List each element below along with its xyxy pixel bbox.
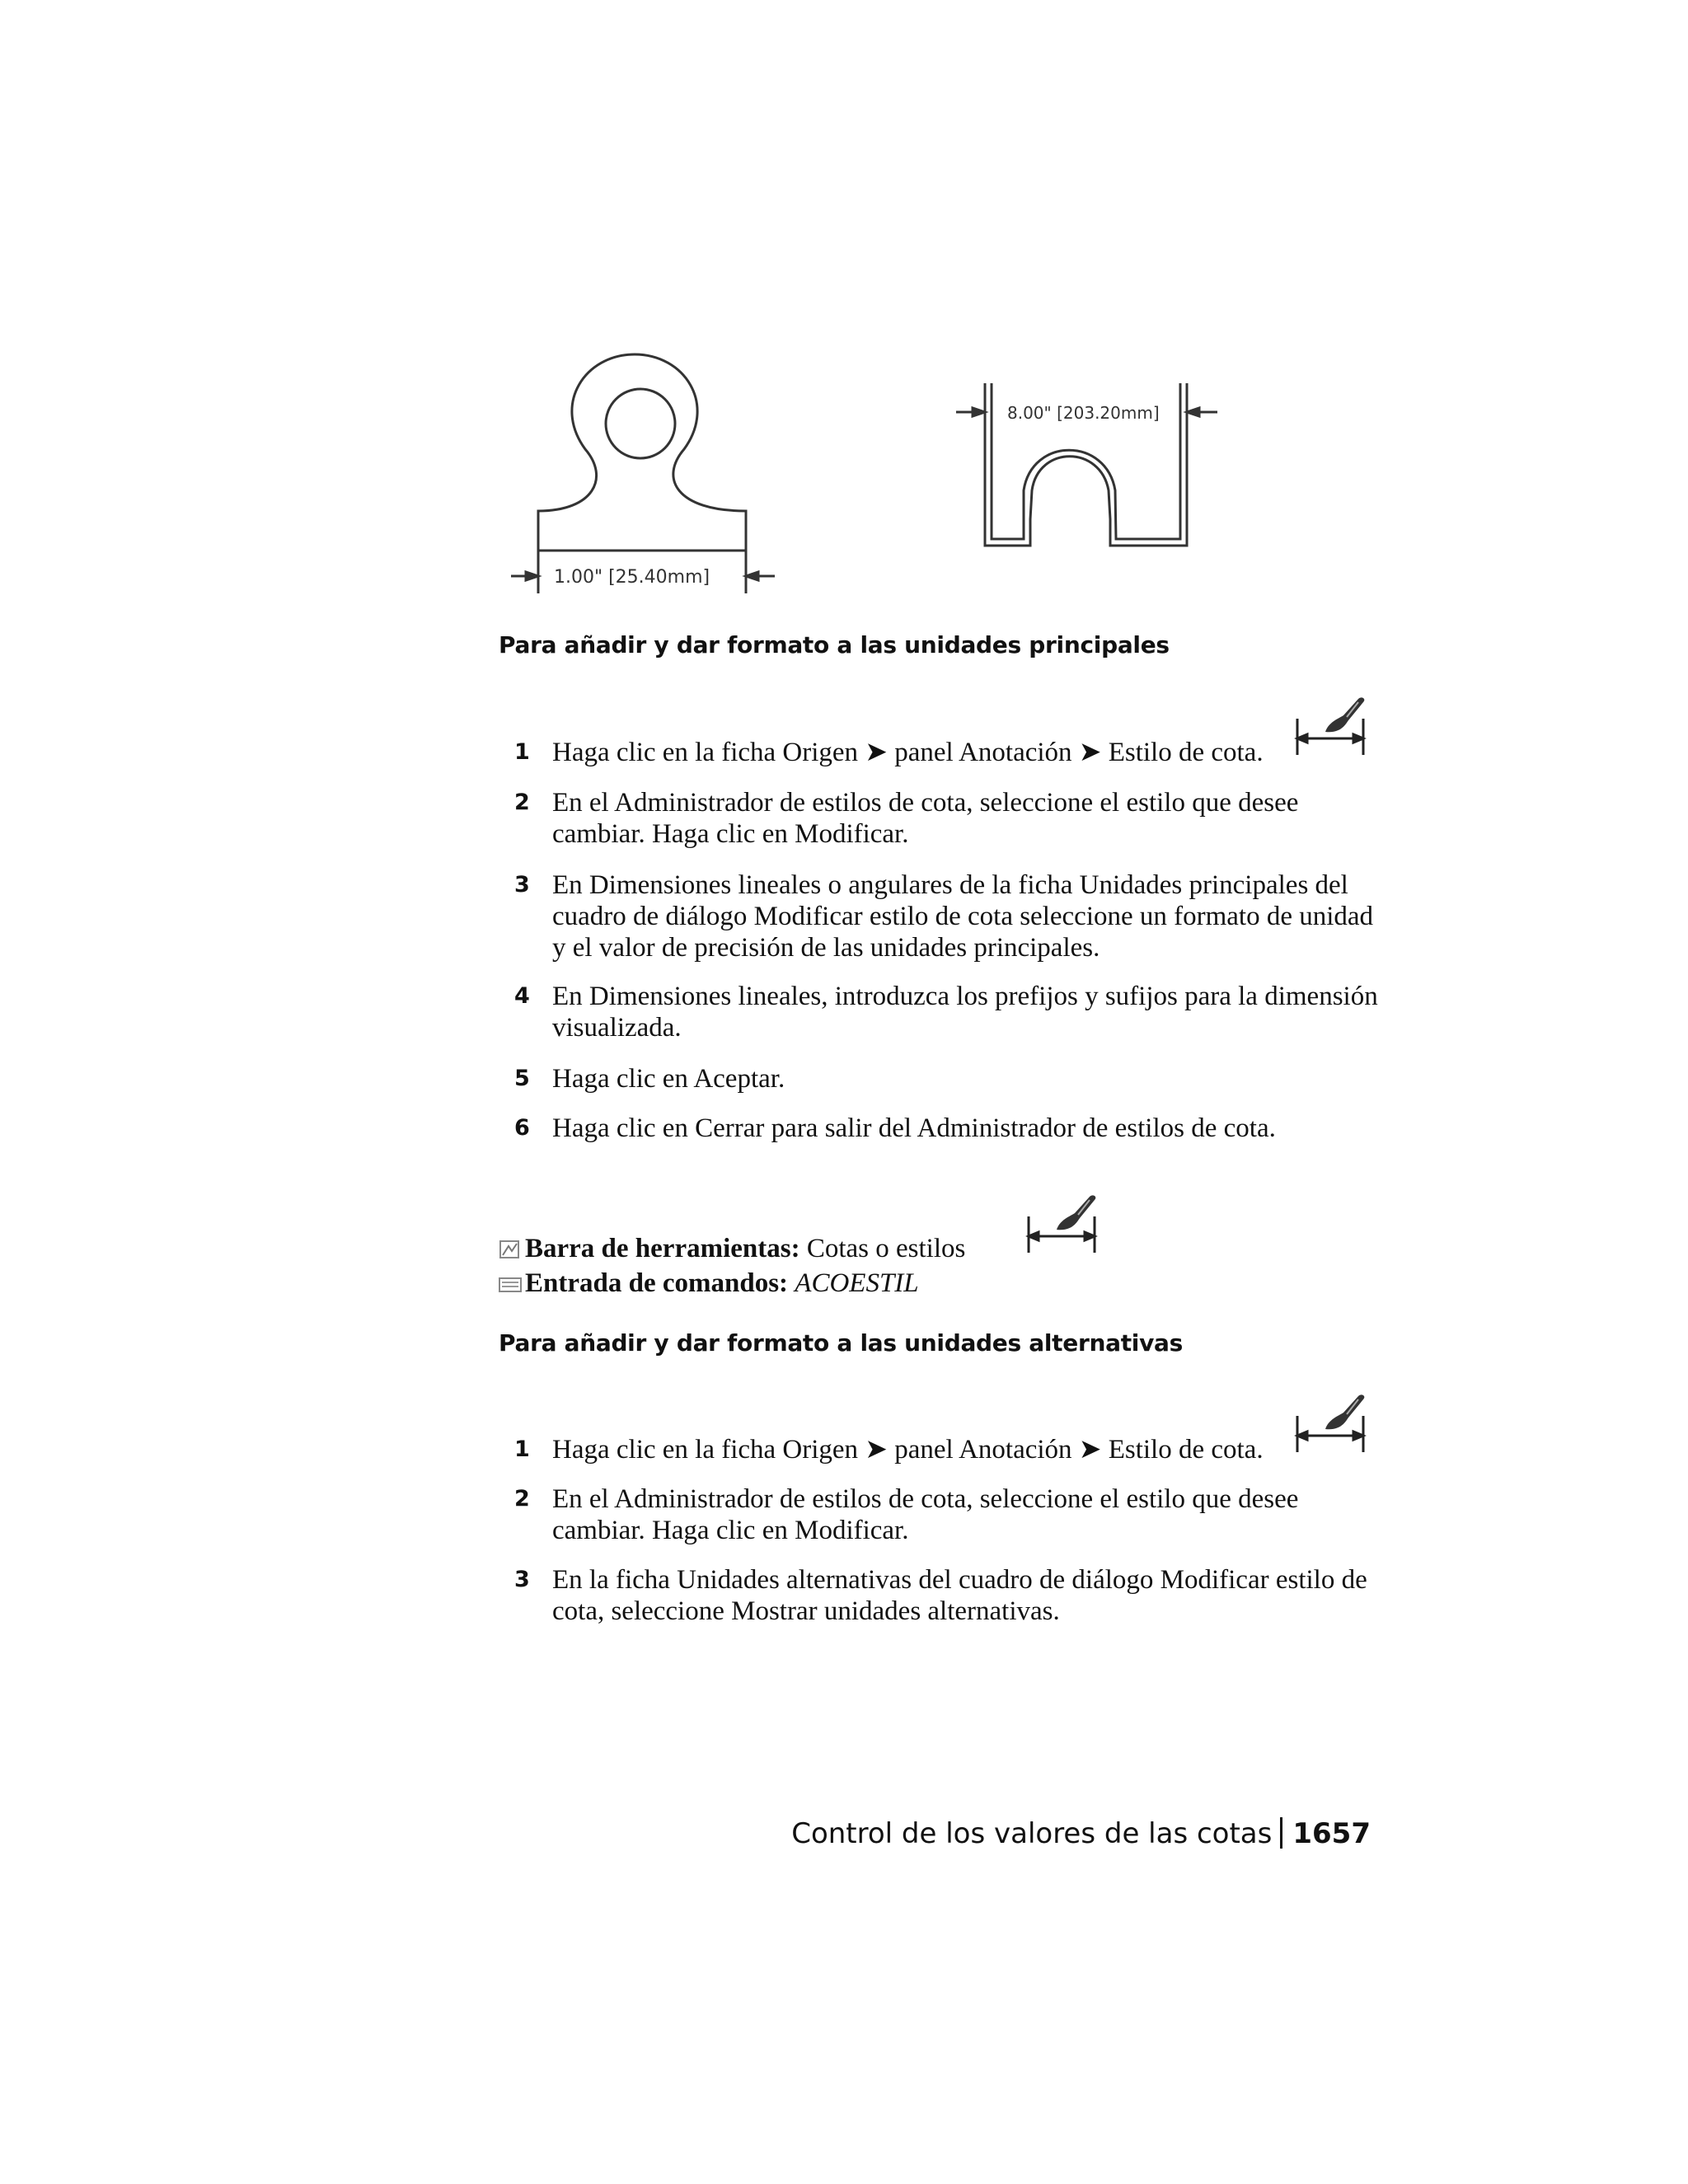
footer-divider (1280, 1817, 1282, 1849)
step-text: En el Administrador de estilos de cota, seleccione el estilo que desee cambiar. Haga clic en Modificar. (552, 788, 1299, 849)
step-text: En la ficha Unidades alternativas del cuadro de diálogo Modificar estilo de cota, seleccione Mostrar unidades alternativas. (552, 1565, 1367, 1626)
bracket-hole (606, 389, 675, 458)
keyboard-icon (499, 1276, 522, 1294)
dimension-style-icon (1024, 1192, 1100, 1254)
step-text: En el Administrador de estilos de cota, seleccione el estilo que desee cambiar. Haga clic en Modificar. (552, 1484, 1299, 1545)
toolbar-value: Cotas o estilos (806, 1234, 966, 1263)
section-heading-alternate-units: Para añadir y dar formato a las unidades alternativas (499, 1329, 1183, 1357)
dimension-illustration (495, 346, 1236, 610)
toolbar-icon (499, 1240, 522, 1261)
right-dimension-label: 8.00" [203.20mm] (1007, 403, 1160, 423)
step-text: Haga clic en la ficha Origen ➤ panel Anotación ➤ Estilo de cota. (552, 1435, 1264, 1465)
step-number: 2 (514, 1486, 530, 1511)
toolbar-reference (499, 1233, 965, 1264)
step-text: En Dimensiones lineales, introduzca los prefijos y sufijos para la dimensión visualizada. (552, 982, 1378, 1043)
step-number: 2 (514, 790, 530, 815)
command-label: Entrada de comandos: (525, 1268, 789, 1298)
step-number: 5 (514, 1066, 530, 1091)
step-number: 3 (514, 1567, 530, 1592)
footer-title: Control de los valores de las cotas (791, 1817, 1273, 1850)
page-number: 1657 (1292, 1817, 1371, 1850)
step-number: 6 (514, 1115, 530, 1141)
section-heading-primary-units: Para añadir y dar formato a las unidades principales (499, 631, 1170, 658)
step-number: 4 (514, 983, 530, 1009)
step-number: 3 (514, 872, 530, 898)
step-number: 1 (514, 1436, 530, 1462)
step-number: 1 (514, 739, 530, 765)
step-text: En Dimensiones lineales o angulares de la ficha Unidades principales del cuadro de diálogo Modificar estilo de cota seleccione un formato de unidad y el valor de precisión de las unidades principales. (552, 870, 1374, 963)
toolbar-label: Barra de herramientas: (525, 1234, 800, 1263)
step-text: Haga clic en la ficha Origen ➤ panel Anotación ➤ Estilo de cota. (552, 738, 1264, 767)
bracket-outline (538, 354, 746, 551)
command-entry-reference (499, 1268, 919, 1299)
command-value: ACOESTIL (795, 1268, 919, 1298)
step-text: Haga clic en Aceptar. (552, 1064, 785, 1094)
left-dimension-label: 1.00" [25.40mm] (554, 567, 710, 588)
page-footer (791, 1817, 1371, 1850)
step-text: Haga clic en Cerrar para salir del Administrador de estilos de cota. (552, 1113, 1276, 1143)
